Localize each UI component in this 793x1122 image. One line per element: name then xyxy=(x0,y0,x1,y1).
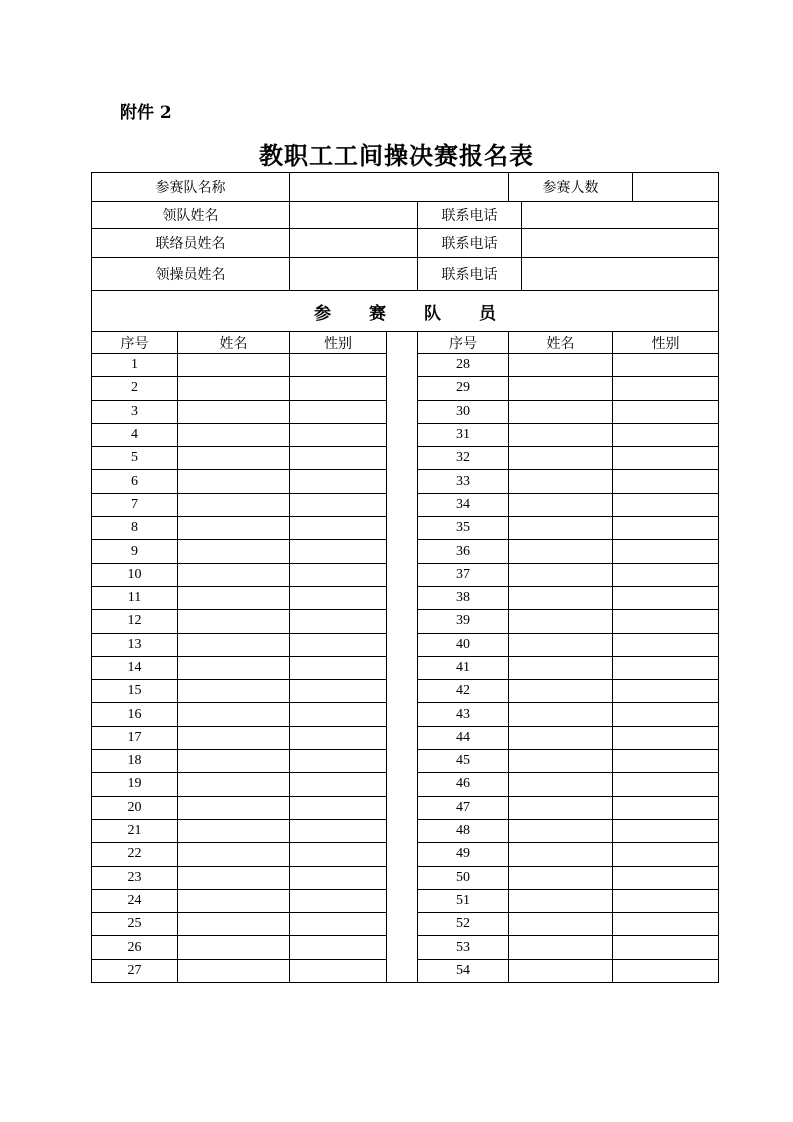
right-seq-number: 53 xyxy=(418,936,509,959)
participant-count-field[interactable] xyxy=(633,173,719,202)
right-member-gender-field[interactable] xyxy=(613,470,719,493)
right-seq-number: 40 xyxy=(418,633,509,656)
liaison-name-label: 联络员姓名 xyxy=(92,229,290,258)
right-member-gender-field[interactable] xyxy=(613,936,719,959)
left-member-gender-field[interactable] xyxy=(290,540,387,563)
left-seq-number: 22 xyxy=(92,843,178,866)
right-member-gender-field[interactable] xyxy=(613,726,719,749)
left-member-gender-field[interactable] xyxy=(290,354,387,377)
leader-phone-field[interactable] xyxy=(522,202,719,229)
right-member-name-field[interactable] xyxy=(509,377,613,400)
right-member-name-field[interactable] xyxy=(509,889,613,912)
left-seq-number: 15 xyxy=(92,680,178,703)
right-seq-number: 51 xyxy=(418,889,509,912)
column-divider-gap xyxy=(387,332,418,983)
left-member-name-field[interactable] xyxy=(178,726,290,749)
left-member-name-field[interactable] xyxy=(178,563,290,586)
right-member-gender-field[interactable] xyxy=(613,843,719,866)
left-member-name-field[interactable] xyxy=(178,680,290,703)
right-member-name-field[interactable] xyxy=(509,517,613,540)
left-member-gender-field[interactable] xyxy=(290,796,387,819)
right-member-gender-field[interactable] xyxy=(613,656,719,679)
left-member-name-field[interactable] xyxy=(178,656,290,679)
right-seq-number: 33 xyxy=(418,470,509,493)
left-member-gender-field[interactable] xyxy=(290,913,387,936)
right-seq-number: 49 xyxy=(418,843,509,866)
left-seq-number: 14 xyxy=(92,656,178,679)
page-title: 教职工工间操决赛报名表 xyxy=(259,141,534,170)
right-member-gender-field[interactable] xyxy=(613,959,719,982)
left-member-gender-field[interactable] xyxy=(290,726,387,749)
left-member-gender-field[interactable] xyxy=(290,610,387,633)
left-col-header-gender: 性别 xyxy=(290,332,387,354)
right-col-header-name: 姓名 xyxy=(509,332,613,354)
left-member-name-field[interactable] xyxy=(178,447,290,470)
left-member-gender-field[interactable] xyxy=(290,493,387,516)
right-member-name-field[interactable] xyxy=(509,656,613,679)
right-member-name-field[interactable] xyxy=(509,936,613,959)
left-member-gender-field[interactable] xyxy=(290,680,387,703)
left-member-name-field[interactable] xyxy=(178,610,290,633)
left-member-name-field[interactable] xyxy=(178,843,290,866)
left-member-gender-field[interactable] xyxy=(290,563,387,586)
left-seq-number: 10 xyxy=(92,563,178,586)
right-col-header-seq: 序号 xyxy=(418,332,509,354)
right-member-name-field[interactable] xyxy=(509,540,613,563)
participant-count-label: 参赛人数 xyxy=(509,173,633,202)
left-member-gender-field[interactable] xyxy=(290,633,387,656)
left-seq-number: 18 xyxy=(92,750,178,773)
right-member-name-field[interactable] xyxy=(509,633,613,656)
right-member-gender-field[interactable] xyxy=(613,517,719,540)
right-member-name-field[interactable] xyxy=(509,959,613,982)
left-member-name-field[interactable] xyxy=(178,400,290,423)
right-seq-number: 54 xyxy=(418,959,509,982)
registration-form-table xyxy=(91,172,719,983)
right-member-gender-field[interactable] xyxy=(613,563,719,586)
right-seq-number: 43 xyxy=(418,703,509,726)
right-seq-number: 52 xyxy=(418,913,509,936)
left-seq-number: 23 xyxy=(92,866,178,889)
right-member-gender-field[interactable] xyxy=(613,773,719,796)
left-member-name-field[interactable] xyxy=(178,377,290,400)
left-member-name-field[interactable] xyxy=(178,796,290,819)
left-seq-number: 8 xyxy=(92,517,178,540)
left-member-gender-field[interactable] xyxy=(290,517,387,540)
drill-leader-phone-label: 联系电话 xyxy=(418,258,522,291)
left-col-header-seq: 序号 xyxy=(92,332,178,354)
right-member-gender-field[interactable] xyxy=(613,680,719,703)
right-seq-number: 28 xyxy=(418,354,509,377)
left-member-name-field[interactable] xyxy=(178,889,290,912)
right-seq-number: 48 xyxy=(418,819,509,842)
right-member-name-field[interactable] xyxy=(509,493,613,516)
left-seq-number: 4 xyxy=(92,423,178,446)
right-member-name-field[interactable] xyxy=(509,470,613,493)
right-seq-number: 30 xyxy=(418,400,509,423)
leader-name-field[interactable] xyxy=(290,202,418,229)
right-member-name-field[interactable] xyxy=(509,703,613,726)
right-member-name-field[interactable] xyxy=(509,447,613,470)
right-member-name-field[interactable] xyxy=(509,423,613,446)
right-seq-number: 39 xyxy=(418,610,509,633)
left-seq-number: 27 xyxy=(92,959,178,982)
left-member-name-field[interactable] xyxy=(178,423,290,446)
left-seq-number: 12 xyxy=(92,610,178,633)
right-member-name-field[interactable] xyxy=(509,750,613,773)
left-member-name-field[interactable] xyxy=(178,354,290,377)
right-member-gender-field[interactable] xyxy=(613,377,719,400)
left-member-gender-field[interactable] xyxy=(290,773,387,796)
left-seq-number: 24 xyxy=(92,889,178,912)
left-member-name-field[interactable] xyxy=(178,540,290,563)
left-member-gender-field[interactable] xyxy=(290,377,387,400)
left-member-gender-field[interactable] xyxy=(290,423,387,446)
right-member-gender-field[interactable] xyxy=(613,423,719,446)
right-member-gender-field[interactable] xyxy=(613,819,719,842)
section-title-char: 参 xyxy=(314,303,331,324)
left-member-gender-field[interactable] xyxy=(290,936,387,959)
right-seq-number: 37 xyxy=(418,563,509,586)
members-section-title xyxy=(92,291,719,332)
right-member-gender-field[interactable] xyxy=(613,703,719,726)
right-member-name-field[interactable] xyxy=(509,843,613,866)
leader-phone-label: 联系电话 xyxy=(418,202,522,229)
left-member-gender-field[interactable] xyxy=(290,586,387,609)
drill-leader-name-field[interactable] xyxy=(290,258,418,291)
left-member-name-field[interactable] xyxy=(178,773,290,796)
right-member-name-field[interactable] xyxy=(509,866,613,889)
left-member-name-field[interactable] xyxy=(178,750,290,773)
right-seq-number: 46 xyxy=(418,773,509,796)
left-member-gender-field[interactable] xyxy=(290,959,387,982)
left-seq-number: 5 xyxy=(92,447,178,470)
liaison-phone-field[interactable] xyxy=(522,229,719,258)
left-seq-number: 6 xyxy=(92,470,178,493)
left-member-gender-field[interactable] xyxy=(290,843,387,866)
drill-leader-name-label: 领操员姓名 xyxy=(92,258,290,291)
right-member-name-field[interactable] xyxy=(509,726,613,749)
left-seq-number: 19 xyxy=(92,773,178,796)
left-member-gender-field[interactable] xyxy=(290,866,387,889)
right-member-gender-field[interactable] xyxy=(613,866,719,889)
liaison-phone-label: 联系电话 xyxy=(418,229,522,258)
drill-leader-phone-field[interactable] xyxy=(522,258,719,291)
right-seq-number: 34 xyxy=(418,493,509,516)
right-seq-number: 29 xyxy=(418,377,509,400)
right-seq-number: 32 xyxy=(418,447,509,470)
right-seq-number: 35 xyxy=(418,517,509,540)
left-member-name-field[interactable] xyxy=(178,470,290,493)
left-seq-number: 7 xyxy=(92,493,178,516)
right-member-name-field[interactable] xyxy=(509,610,613,633)
right-seq-number: 31 xyxy=(418,423,509,446)
left-member-gender-field[interactable] xyxy=(290,656,387,679)
left-member-name-field[interactable] xyxy=(178,819,290,842)
left-seq-number: 3 xyxy=(92,400,178,423)
right-member-name-field[interactable] xyxy=(509,680,613,703)
left-member-name-field[interactable] xyxy=(178,913,290,936)
right-col-header-gender: 性别 xyxy=(613,332,719,354)
right-member-name-field[interactable] xyxy=(509,354,613,377)
attachment-label: 附件 2 xyxy=(120,103,172,123)
right-seq-number: 41 xyxy=(418,656,509,679)
left-member-name-field[interactable] xyxy=(178,959,290,982)
left-member-name-field[interactable] xyxy=(178,936,290,959)
left-seq-number: 20 xyxy=(92,796,178,819)
right-member-name-field[interactable] xyxy=(509,796,613,819)
liaison-name-field[interactable] xyxy=(290,229,418,258)
right-member-gender-field[interactable] xyxy=(613,913,719,936)
right-seq-number: 42 xyxy=(418,680,509,703)
left-seq-number: 2 xyxy=(92,377,178,400)
left-member-gender-field[interactable] xyxy=(290,470,387,493)
right-seq-number: 44 xyxy=(418,726,509,749)
right-member-name-field[interactable] xyxy=(509,913,613,936)
left-member-gender-field[interactable] xyxy=(290,400,387,423)
right-member-gender-field[interactable] xyxy=(613,633,719,656)
left-member-name-field[interactable] xyxy=(178,703,290,726)
left-member-gender-field[interactable] xyxy=(290,703,387,726)
right-seq-number: 50 xyxy=(418,866,509,889)
left-seq-number: 16 xyxy=(92,703,178,726)
left-member-gender-field[interactable] xyxy=(290,750,387,773)
left-seq-number: 1 xyxy=(92,354,178,377)
team-name-field[interactable] xyxy=(290,173,509,202)
left-seq-number: 11 xyxy=(92,586,178,609)
left-seq-number: 17 xyxy=(92,726,178,749)
right-member-gender-field[interactable] xyxy=(613,493,719,516)
right-member-name-field[interactable] xyxy=(509,400,613,423)
left-member-gender-field[interactable] xyxy=(290,889,387,912)
right-member-gender-field[interactable] xyxy=(613,586,719,609)
right-seq-number: 47 xyxy=(418,796,509,819)
right-member-name-field[interactable] xyxy=(509,586,613,609)
left-seq-number: 9 xyxy=(92,540,178,563)
section-title-char: 队 xyxy=(424,303,441,324)
right-member-name-field[interactable] xyxy=(509,773,613,796)
left-seq-number: 25 xyxy=(92,913,178,936)
team-name-label: 参赛队名称 xyxy=(92,173,290,202)
leader-name-label: 领队姓名 xyxy=(92,202,290,229)
right-member-gender-field[interactable] xyxy=(613,750,719,773)
left-member-name-field[interactable] xyxy=(178,586,290,609)
section-title-char: 员 xyxy=(479,303,496,324)
right-member-gender-field[interactable] xyxy=(613,610,719,633)
right-member-gender-field[interactable] xyxy=(613,354,719,377)
left-member-gender-field[interactable] xyxy=(290,819,387,842)
right-member-name-field[interactable] xyxy=(509,563,613,586)
right-member-name-field[interactable] xyxy=(509,819,613,842)
left-member-name-field[interactable] xyxy=(178,517,290,540)
right-member-gender-field[interactable] xyxy=(613,889,719,912)
right-seq-number: 45 xyxy=(418,750,509,773)
right-member-gender-field[interactable] xyxy=(613,540,719,563)
left-member-name-field[interactable] xyxy=(178,866,290,889)
section-title-char: 赛 xyxy=(369,303,386,324)
left-member-name-field[interactable] xyxy=(178,493,290,516)
right-member-gender-field[interactable] xyxy=(613,796,719,819)
left-col-header-name: 姓名 xyxy=(178,332,290,354)
right-seq-number: 36 xyxy=(418,540,509,563)
left-member-name-field[interactable] xyxy=(178,633,290,656)
left-seq-number: 26 xyxy=(92,936,178,959)
left-seq-number: 13 xyxy=(92,633,178,656)
left-member-gender-field[interactable] xyxy=(290,447,387,470)
right-seq-number: 38 xyxy=(418,586,509,609)
right-member-gender-field[interactable] xyxy=(613,400,719,423)
left-seq-number: 21 xyxy=(92,819,178,842)
right-member-gender-field[interactable] xyxy=(613,447,719,470)
